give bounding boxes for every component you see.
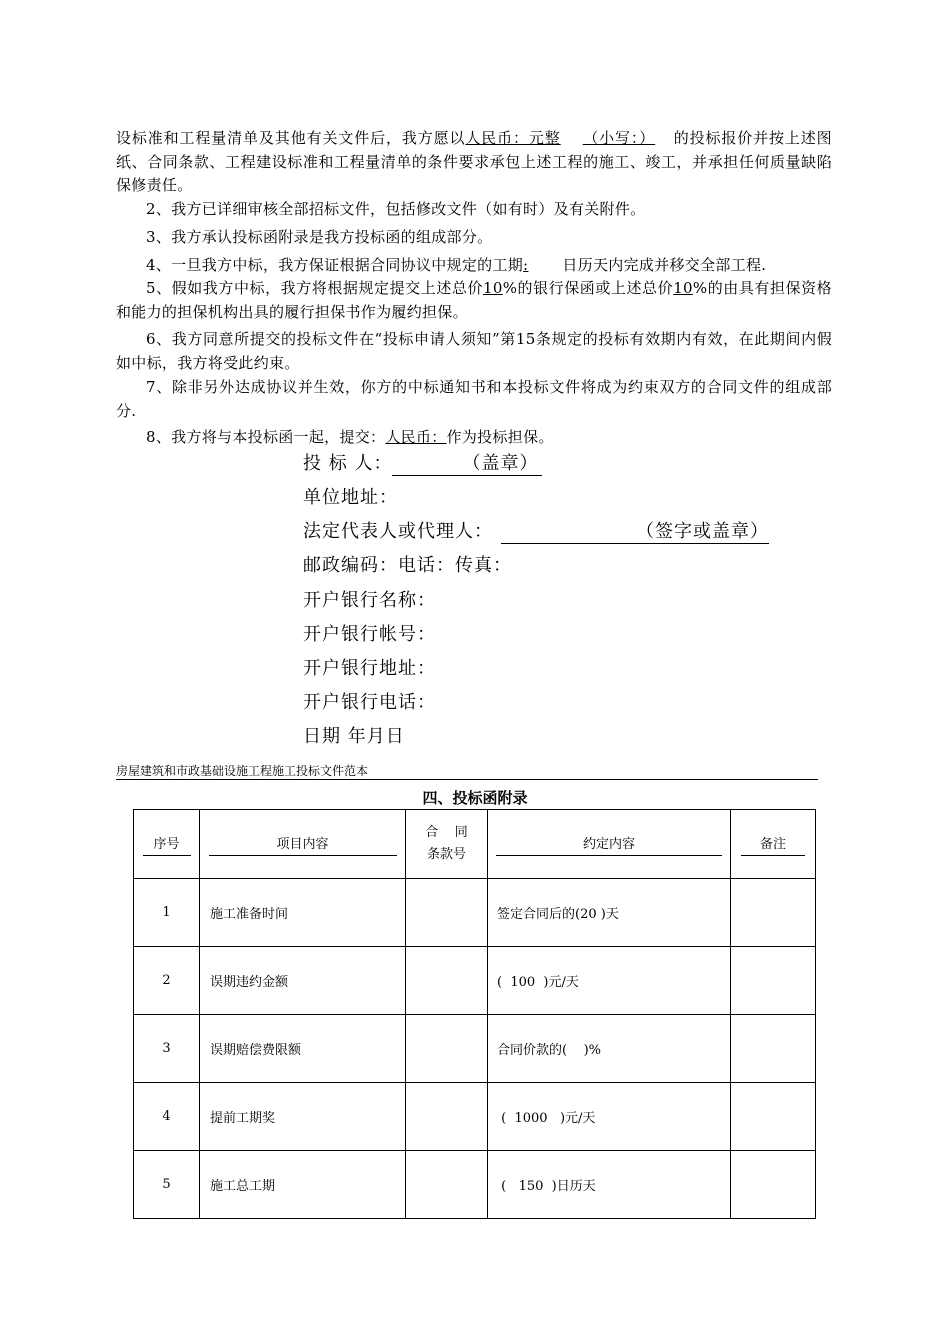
row-note [731, 947, 816, 1015]
contact-line: 邮政编码：电话：传真： [303, 555, 512, 576]
row-item: 误期赔偿费限额 [200, 1015, 406, 1083]
bidder-seal-field: （盖章） [392, 453, 542, 476]
row-clause [406, 947, 488, 1015]
row-note [731, 879, 816, 947]
row-no: 1 [134, 879, 200, 947]
row-item: 误期违约金额 [200, 947, 406, 1015]
appendix-table [133, 809, 816, 1219]
clause-2: 2、我方已详细审核全部招标文件，包括修改文件（如有时）及有关附件。 [146, 200, 646, 218]
clause-1 [116, 127, 832, 198]
row-clause [406, 1015, 488, 1083]
clause-4-text-a: 4、一旦我方中标，我方保证根据合同协议中规定的工期 [146, 256, 524, 274]
clause-1-text-a: 设标准和工程量清单及其他有关文件后，我方愿以 [116, 129, 466, 147]
clause-1-currency: 人民币：元整 （小写：） [465, 129, 656, 147]
bidder-label: 投 标 人： [303, 453, 393, 474]
bank-account-line: 开户银行帐号： [303, 624, 436, 645]
running-title: 房屋建筑和市政基础设施工程施工投标文件范本 [116, 763, 818, 780]
row-agreed: 签定合同后的(20 )天 [488, 879, 731, 947]
row-item: 施工准备时间 [200, 879, 406, 947]
row-note [731, 1083, 816, 1151]
bank-name-line: 开户银行名称： [303, 590, 436, 611]
representative-sign-field: （签字或盖章） [501, 521, 769, 544]
bank-phone-line: 开户银行电话： [303, 692, 436, 713]
table-row [134, 1083, 816, 1151]
row-clause [406, 1151, 488, 1219]
clause-7: 7、除非另外达成协议并生效，你方的中标通知书和本投标文件将成为约束双方的合同文件的组成部分. [116, 378, 832, 420]
row-clause [406, 1083, 488, 1151]
appendix-header-row [134, 810, 816, 879]
representative-line [303, 520, 769, 544]
header-agreed: 约定内容 [488, 810, 731, 879]
row-no: 3 [134, 1015, 200, 1083]
date-line: 日期 年月日 [303, 726, 405, 747]
clause-6: 6、我方同意所提交的投标文件在“投标申请人须知”第15条规定的投标有效期内有效，在此期间内假如中标，我方将受此约束。 [116, 330, 832, 372]
row-item: 施工总工期 [200, 1151, 406, 1219]
header-no: 序号 [134, 810, 200, 879]
row-no: 2 [134, 947, 200, 1015]
bank-address-line: 开户银行地址： [303, 658, 436, 679]
clause-5-pct-2: 10 [673, 279, 693, 297]
row-note [731, 1151, 816, 1219]
header-clause: 合 同 条款号 [406, 810, 488, 879]
table-row [134, 879, 816, 947]
clause-8-currency: 人民币： [385, 428, 447, 446]
header-note: 备注 [731, 810, 816, 879]
table-row [134, 947, 816, 1015]
clause-3: 3、我方承认投标函附录是我方投标函的组成部分。 [146, 228, 493, 246]
table-row [134, 1151, 816, 1219]
clause-1-text-b: 的投标报价并按上述图纸、合同条款、工程建设标准和工程量清单的条件要求承包上述工程的施工、竣工，并承担任何质量缺陷保修责任。 [116, 129, 832, 195]
row-item: 提前工期奖 [200, 1083, 406, 1151]
appendix-title: 四、投标函附录 [422, 789, 528, 807]
clause-5-pct-1: 10 [483, 279, 503, 297]
row-agreed: ( 1000 )元/天 [488, 1083, 731, 1151]
bidder-line [303, 452, 542, 476]
clause-4-text-b: 日历天内完成并移交全部工程. [562, 256, 767, 274]
row-no: 5 [134, 1151, 200, 1219]
row-no: 4 [134, 1083, 200, 1151]
row-agreed: ( 100 )元/天 [488, 947, 731, 1015]
address-line: 单位地址： [303, 487, 398, 508]
clause-4 [116, 254, 832, 278]
representative-label: 法定代表人或代理人： [303, 521, 493, 542]
row-clause [406, 879, 488, 947]
clause-8: 8、我方将与本投标函一起，提交：人民币：作为投标担保。 [146, 428, 554, 446]
table-row [134, 1015, 816, 1083]
row-agreed: ( 150 )日历天 [488, 1151, 731, 1219]
header-item: 项目内容 [200, 810, 406, 879]
row-note [731, 1015, 816, 1083]
clause-5: 5、假如我方中标，我方将根据规定提交上述总价10%的银行保函或上述总价10%的由具有担保资格和能力的担保机构出具的履行担保书作为履约担保。 [116, 279, 832, 321]
clause-4-period-blank: : [523, 256, 529, 274]
row-agreed: 合同价款的( )% [488, 1015, 731, 1083]
